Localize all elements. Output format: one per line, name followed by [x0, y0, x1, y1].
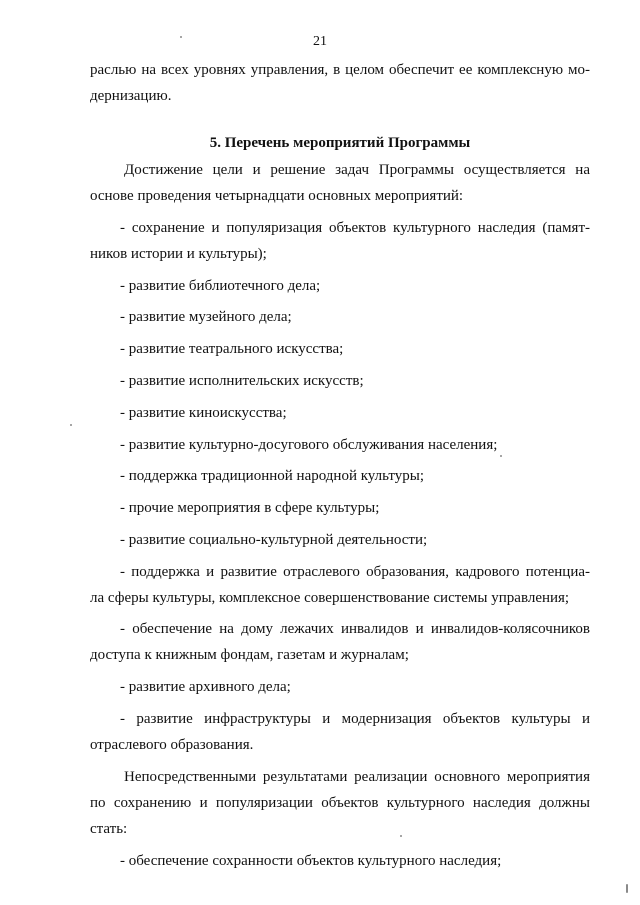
- results-line-1: Непосредственными результатами реализации основного мероприятия: [124, 769, 590, 786]
- list-item-continuation: ла сферы культуры, комплексное совершенствование системы управления;: [90, 589, 570, 606]
- lead-line-2: основе проведения четырнадцати основных мероприятий:: [90, 188, 464, 205]
- list-item: - поддержка традиционной народной культуры;: [120, 468, 424, 485]
- list-item: - развитие театрального искусства;: [120, 341, 344, 358]
- list-item: - развитие социально-культурной деятельности;: [120, 531, 428, 548]
- list-item-continuation: ников истории и культуры);: [90, 245, 267, 262]
- list-item: - развитие музейного дела;: [120, 309, 292, 326]
- lead-line-1: Достижение цели и решение задач Программы осуществляется на: [124, 162, 590, 179]
- list-item: - развитие библиотечного дела;: [120, 277, 321, 294]
- list-item: - сохранение и популяризация объектов культурного наследия (памят-: [120, 219, 590, 236]
- list-item: - развитие исполнительских искусств;: [120, 372, 364, 389]
- result-list-item: - обеспечение сохранности объектов культурного наследия;: [120, 852, 502, 869]
- section-title: 5. Перечень мероприятий Программы: [209, 134, 471, 151]
- list-item-continuation: отраслевого образования.: [90, 736, 254, 753]
- page-number: 21: [313, 34, 327, 49]
- list-item: - развитие инфраструктуры и модернизация объектов культуры и: [120, 710, 590, 727]
- list-item: - прочие мероприятия в сфере культуры;: [120, 500, 380, 517]
- results-line-2: по сохранению и популяризации объектов культурного наследия должны: [90, 795, 590, 812]
- page-content: [90, 58, 590, 875]
- list-item: - развитие архивного дела;: [120, 678, 291, 695]
- measures-list: [90, 216, 590, 758]
- list-item: - поддержка и развитие отраслевого образования, кадрового потенциа-: [120, 563, 590, 580]
- list-item: - обеспечение на дому лежачих инвалидов и инвалидов-колясочников: [120, 621, 590, 638]
- scan-speck: [626, 884, 628, 893]
- scan-speck: [500, 455, 502, 457]
- scan-speck: [400, 835, 402, 837]
- list-item: - развитие киноискусства;: [120, 404, 287, 421]
- scan-speck: [70, 424, 72, 426]
- list-item-continuation: доступа к книжным фондам, газетам и журналам;: [90, 647, 409, 664]
- results-line-3: стать:: [90, 820, 128, 837]
- scan-speck: [180, 36, 182, 38]
- intro-line-1: раслью на всех уровнях управления, в целом обеспечит ее комплексную мо-: [90, 62, 590, 78]
- list-item: - развитие культурно-досугового обслуживания населения;: [120, 436, 498, 453]
- intro-line-2: дернизацию.: [90, 87, 172, 104]
